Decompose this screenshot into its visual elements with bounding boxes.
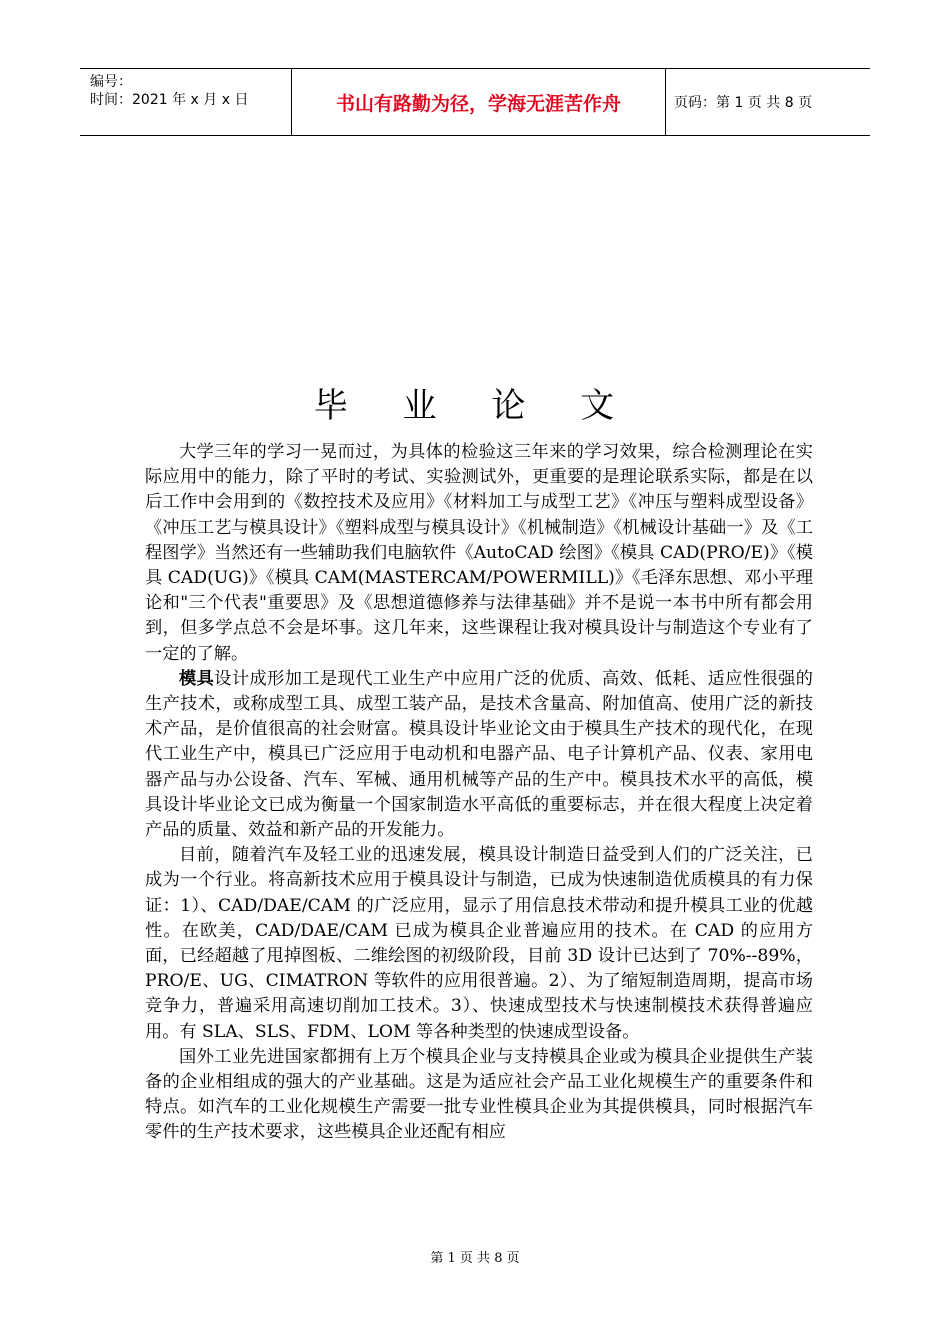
p1-conclusion: 这几年来，这些课程让我对模具设计与制造这个专业有了一定的了解。 bbox=[145, 618, 813, 664]
number-label: 编号： bbox=[90, 74, 132, 90]
paragraph-1 bbox=[145, 440, 813, 667]
paragraph-2 bbox=[145, 667, 813, 843]
p1-intro: 大学三年的学习一晃而过，为具体的检验这三年来的学习效果，综合检测理论在实际应用中的能力，除了平时的考试、实验测试外，更重要的是理论联系实际， bbox=[145, 442, 813, 488]
time-label: 时间：2021 年 x 月 x 日 bbox=[90, 92, 249, 108]
document-title: 毕 业 论 文 bbox=[313, 386, 637, 426]
page-footer: 第 1 页 共 8 页 bbox=[430, 1251, 520, 1266]
p2-text: 设计成形加工是现代工业生产中应用广泛的优质、高效、低耗、适应性很强的生产技术，或称成型工具、成型工装产品，是技术含量高、附加值高、使用广泛的新技术产品，是价值很高的社会财富。模具设计毕业论文由于模具生产技术的现代化，在现代工业生产中，模具已广泛应用于电动机和电器产品、电子计算机产品、仪表、家用电器产品与办公设备、汽车、军械、通用机械等产品的生产中。模具技术水平的高低，模具设计毕业论文已成为衡量一个国家制造水平高低的重要标志，并在很大程度上决定着产品的质量、效益和新产品的开发能力。 bbox=[145, 668, 813, 841]
motto: 书山有路勤为径，学海无涯苦作舟 bbox=[292, 69, 666, 136]
p1-course-list: 都是在以后工作中会用到的《数控技术及应用》《材料加工与成型工艺》《冲压与塑料成型设备》《冲压工艺与模具设计》《塑料成型与模具设计》《机械制造》《机械设计基础一》及《工程图学》当然还有一些辅助我们电脑软件《AutoCAD 绘图》《模具 CAD(PRO/E)》《模具 CAD(UG)》《模具 CAM(MASTERCAM/POWERMILL)》《毛泽东思想、邓小平理论和"三个代表"重要思》及《思想道德修养与法律基础》并不是说一本书中所有都会用到，但多学点总不会是坏事。 bbox=[145, 467, 813, 639]
paragraph-4: 国外工业先进国家都拥有上万个模具企业与支持模具企业或为模具企业提供生产装备的企业相组成的强大的产业基础。这是为适应社会产品工业化规模生产的重要条件和特点。如汽车的工业化规模生产需要一批专业性模具企业为其提供模具，同时根据汽车零件的生产技术要求，这些模具企业还配有相应 bbox=[145, 1046, 813, 1143]
header-table bbox=[80, 68, 870, 136]
paragraph-3: 目前，随着汽车及轻工业的迅速发展，模具设计制造日益受到人们的广泛关注，已成为一个行业。将高新技术应用于模具设计与制造，已成为快速制造优质模具的有力保证：1）、CAD/DAE/CAM 的广泛应用，显示了用信息技术带动和提升模具工业的优越性。在欧美，CAD/DAE/CAM 已成为模具企业普遍应用的技术。在 CAD 的应用方面，已经超越了甩掉图板、二维绘图的初级阶段，目前 3D 设计已达到了 70%--89%，PRO/E、UG、CIMATRON 等软件的应用很普遍。2）、为了缩短制造周期，提高市场竞争力，普遍采用高速切削加工技术。3）、快速成型技术与快速制模技术获得普遍应用。有 SLA、SLS、FDM、LOM 等各种类型的快速成型设备。 bbox=[145, 845, 813, 1042]
p2-keyword: 模具 bbox=[179, 668, 215, 689]
header-meta bbox=[80, 69, 292, 136]
document-body bbox=[145, 440, 813, 1146]
page-info: 页码：第 1 页 共 8 页 bbox=[674, 95, 813, 111]
